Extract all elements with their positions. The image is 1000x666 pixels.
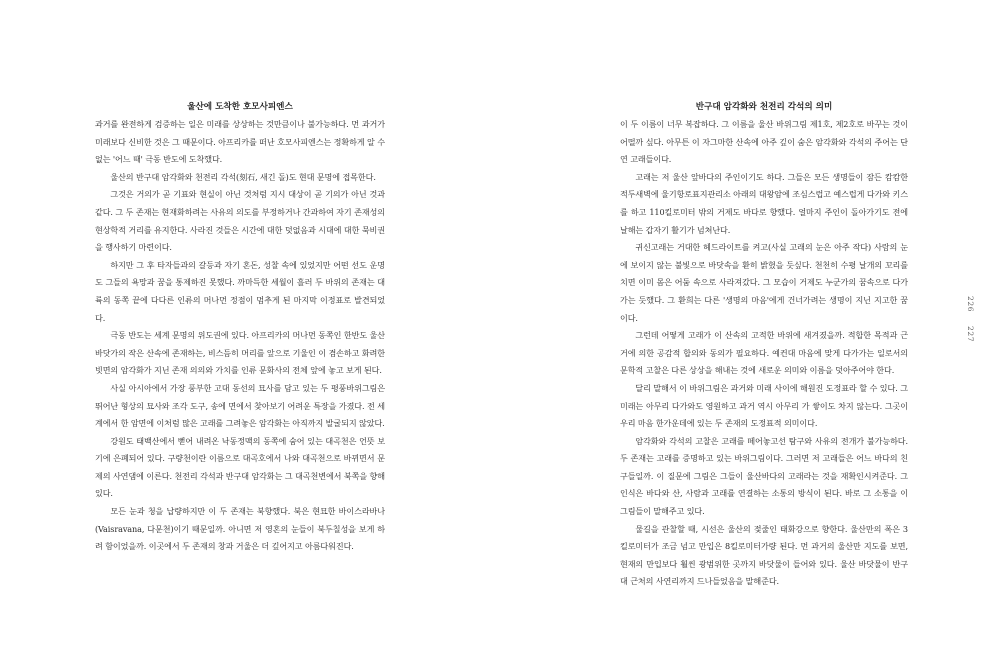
left-paragraph-4: 하지만 그 후 타자들과의 갈등과 자기 혼돈, 성찰 속에 있었지만 어떤 선도 운명도 그들의 욕망과 꿈을 통제하진 못했다. 까마득한 세월이 흘러 두 바위의 존재는 대륙의 동쪽 끝에 다다른 인류의 머나먼 정점이 멈추게 된 마지막 이정표로 발견되었다. xyxy=(95,259,385,323)
right-paragraph-7: 물길을 관찰할 때, 시선은 울산의 젖줄인 태화강으로 향한다. 울산만의 폭은 3킬로미터가 조금 넘고 만입은 8킬로미터가량 된다. 먼 과거의 울산만 지도를 보면, 현재의 만입보다 훨씬 광범위한 곳까지 바닷물이 들어와 있다. 울산 바닷물이 반구대 근처의 사연리까지 드나들었음을 말해준다. xyxy=(620,523,908,587)
left-paragraph-8: 모든 눈과 청을 납량하지만 이 두 존재는 북향했다. 북은 현묘한 바이스라바나(Vaisravana, 다문천)이기 때문일까. 아니면 저 영혼의 눈들이 북두칠성을 보게 하려 함이었을까. 이곳에서 두 존재의 창과 거울은 더 깊어지고 아름다워진다. xyxy=(95,506,385,552)
left-page xyxy=(95,100,385,556)
left-paragraph-7: 강원도 태백산에서 뻗어 내려온 낙동정맥의 동쪽에 숨어 있는 대곡천은 언뜻 보기에 은폐되어 있다. 구량천이란 이름으로 대곡호에서 나와 대곡천으로 바뀌면서 문제의 사연댐에 이른다. 천전리 각석과 반구대 암각화는 그 대곡천변에서 북쪽을 향해 있다. xyxy=(95,435,385,499)
left-paragraph-5: 극동 반도는 세계 문명의 위도권에 있다. 아프리카의 머나먼 동쪽인 한반도 울산 바닷가의 작은 산속에 존재하는, 비스듬히 머리를 앞으로 기울인 이 겸손하고 화려한 빗면의 암각화가 지닌 존재 의의와 가치를 인류 문화사의 전체 앞에 놓고 보게 된다. xyxy=(95,330,385,376)
left-page-title: 울산에 도착한 호모사피엔스 xyxy=(187,102,293,112)
left-paragraph-2: 울산의 반구대 암각화와 천전리 각석(刻石, 새긴 돌)도 현대 문명에 접목한다. xyxy=(110,171,376,182)
page-number-left: 226 xyxy=(966,296,975,313)
right-page-title: 반구대 암각화와 천전리 각석의 의미 xyxy=(695,102,833,112)
right-paragraph-3: 귀신고래는 거대한 헤드라이트를 켜고(사실 고래의 눈은 아주 작다) 사람의 눈에 보이지 않는 불빛으로 바닷속을 환히 밝혔을 듯싶다. 천천히 수평 날개의 꼬리를 치면 이미 몸은 어둠 속으로 사라져갔다. 그 모습이 거제도 누군가의 꿈속으로 다가가는 듯했다. 그 환희는 다른 '생명의 마음'에게 건너가려는 생명이 지닌 지고한 꿈이다. xyxy=(620,242,908,323)
left-paragraph-6: 사실 아시아에서 가장 풍부한 고대 동선의 묘사를 담고 있는 두 평풍바위그림은 뛰어난 형상의 묘사와 조각 도구, 송에 면에서 찾아보기 어려운 특장을 가졌다. 전 세계에서 한 암면에 이처럼 많은 고래를 그려놓은 암각화는 아직까지 발굴되지 않았다. xyxy=(95,382,385,429)
right-paragraph-4: 그런데 어떻게 고래가 이 산속의 고적한 바위에 새겨졌을까. 적합한 목적과 근거에 의한 공감적 합의와 동의가 필요하다. 예컨대 마음에 맞게 다가가는 일로서의 문학적 고찰은 다른 상상을 해내는 것에 새로운 의미와 이름을 덧아주어야 한다. xyxy=(620,330,908,376)
right-page xyxy=(620,100,908,591)
left-paragraph-1: 과거를 완전하게 검증하는 일은 미래를 상상하는 것만큼이나 불가능하다. 먼 과거가 미래보다 신비한 것은 그 때문이다. 아프리카를 떠난 호모사피엔스는 정확하게 알 수 없는 '어느 때' 극동 반도에 도착했다. xyxy=(95,119,385,165)
right-paragraph-2: 고래는 저 울산 앞바다의 주인이기도 하다. 그들은 모든 생명들이 잠든 캄캄한 적두새벽에 울기항로표지관리소 아래의 대왕암에 조심스럽고 예스럽게 다가와 키스를 하고 110킬로미터 밖의 거제도 바다로 향했다. 얼마지 주인이 돌아가기도 전에 날해는 갑자기 활기가 넘쳐난다. xyxy=(620,171,908,235)
page-number-right: 227 xyxy=(966,326,975,343)
left-paragraph-3: 그것은 거의가 곧 기표와 현실이 아닌 것처럼 지시 대상이 곧 기의가 아닌 것과 같다. 그 두 존재는 현재화하려는 사유의 의도를 부정하거나 간과하여 자기 존재성의 현상학적 거리를 유지한다. 사라진 것들은 시간에 대한 덧없음과 시대에 대한 묵비권을 행사하기 마련이다. xyxy=(95,189,385,253)
right-paragraph-5: 달리 말해서 이 바위그림은 과거와 미래 사이에 해원진 도정표라 할 수 있다. 그 미래는 아무리 다가와도 영원하고 과거 역시 아무리 가 쌓이도 차지 않는다. 그곳이 우리 마음 한가운데에 있는 두 존재의 도정표적 의미이다. xyxy=(620,382,908,429)
page-numbers xyxy=(966,296,975,342)
right-paragraph-1: 이 두 이름이 너무 복잡하다. 그 이름을 울산 바위그림 제1호, 제2호로 바꾸는 것이 어떨까 싶다. 아무튼 이 자그마한 산속에 아주 깊이 숨은 암각화와 각석의 주어는 단연 고래들이다. xyxy=(620,119,908,165)
right-paragraph-6: 암각화와 각석의 고찰은 고래를 떼어놓고선 탐구와 사유의 전개가 불가능하다. 두 존재는 고래를 증명하고 있는 바위그림이다. 그러면 저 고래들은 어느 바다의 친구들일까. 이 질문에 그림은 그들이 울산바다의 고래라는 것을 재확인시켜준다. 그 인식은 바다와 산, 사람과 고래를 연결하는 소통의 방식이 된다. 바로 그 소통을 이 그림들이 말해주고 있다. xyxy=(620,435,908,517)
